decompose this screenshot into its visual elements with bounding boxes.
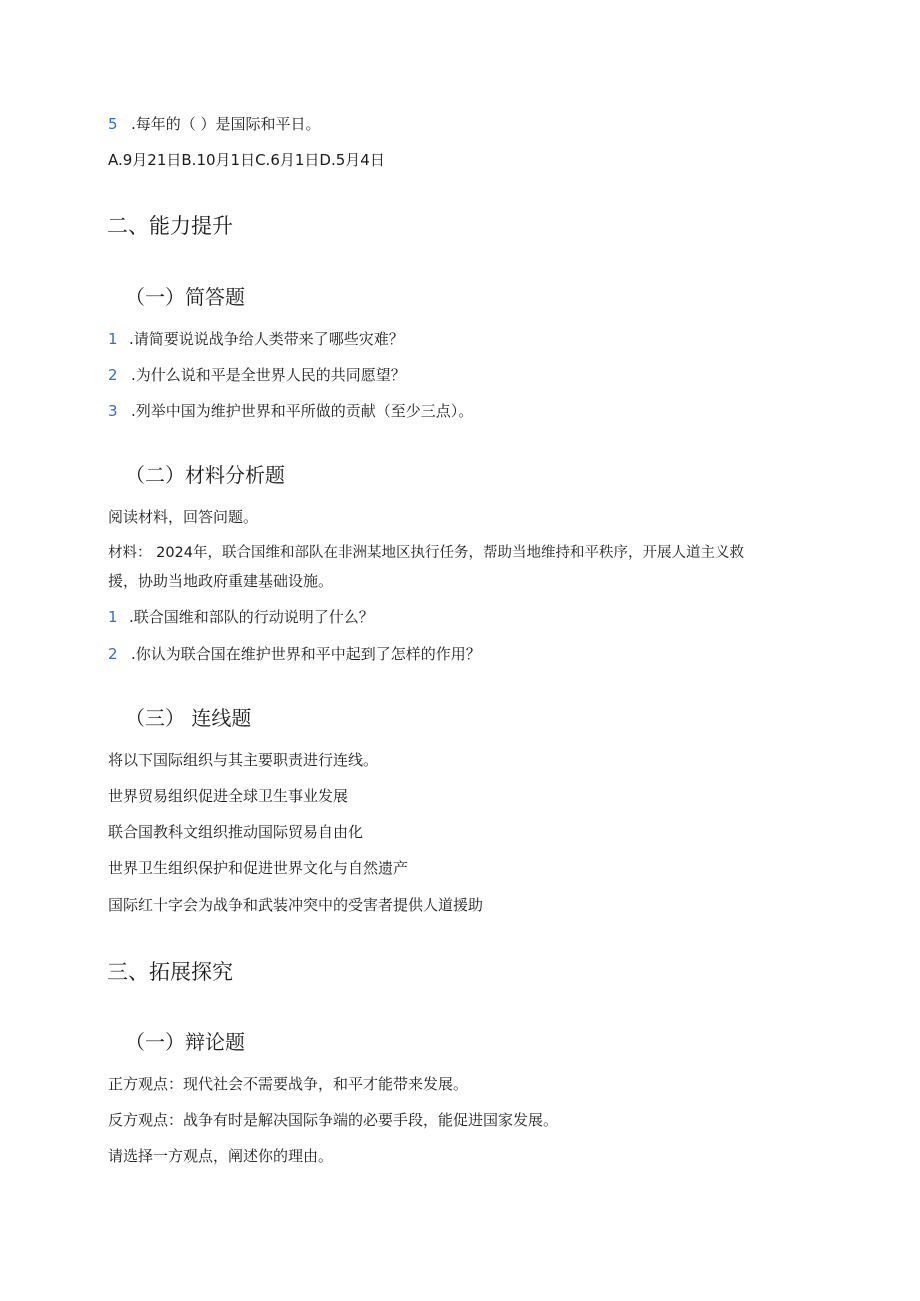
matching-line: 联合国教科文组织推动国际贸易自由化 — [108, 823, 364, 841]
question-number: 1 — [108, 608, 118, 626]
matching-line: 世界卫生组织保护和促进世界文化与自然遗产 — [108, 859, 409, 877]
material-text: 援，协助当地政府重建基础设施。 — [108, 572, 334, 590]
subsection-title: （一）辩论题 — [125, 1030, 245, 1054]
matching-line: 世界贸易组织促进全球卫生事业发展 — [108, 787, 349, 805]
section-title: 三、拓展探究 — [107, 960, 233, 984]
question-text: .你认为联合国在维护世界和平中起到了怎样的作用？ — [131, 645, 481, 663]
debate-line: 请选择一方观点，阐述你的理由。 — [108, 1147, 334, 1165]
instruction-text: 将以下国际组织与其主要职责进行连线。 — [108, 751, 379, 769]
question-text: .请简要说说战争给人类带来了哪些灾难？ — [129, 330, 404, 348]
question-number: 2 — [108, 366, 118, 384]
subsection-title: （三） 连线题 — [125, 706, 252, 730]
instruction-text: 阅读材料，回答问题。 — [108, 508, 259, 526]
question-number: 1 — [108, 330, 118, 348]
question-number: 3 — [108, 402, 118, 420]
question-number: 5 — [108, 115, 118, 133]
question-options: A.9月21日B.10月1日C.6月1日D.5月4日 — [108, 151, 385, 169]
question-text: .列举中国为维护世界和平所做的贡献（至少三点）。 — [131, 402, 474, 420]
question-text: .每年的（ ）是国际和平日。 — [131, 115, 321, 133]
question-text: .为什么说和平是全世界人民的共同愿望？ — [131, 366, 406, 384]
subsection-title: （二）材料分析题 — [125, 463, 285, 487]
section-title: 二、能力提升 — [107, 214, 233, 238]
matching-line: 国际红十字会为战争和武装冲突中的受害者提供人道援助 — [108, 896, 484, 914]
material-text: 材料： 2024年，联合国维和部队在非洲某地区执行任务，帮助当地维持和平秩序，开展人道主义救 — [108, 545, 745, 561]
subsection-title: （一）简答题 — [125, 285, 245, 309]
debate-line: 反方观点：战争有时是解决国际争端的必要手段，能促进国家发展。 — [108, 1111, 559, 1129]
debate-line: 正方观点：现代社会不需要战争，和平才能带来发展。 — [108, 1075, 469, 1093]
question-text: .联合国维和部队的行动说明了什么？ — [129, 608, 374, 626]
question-number: 2 — [108, 645, 118, 663]
